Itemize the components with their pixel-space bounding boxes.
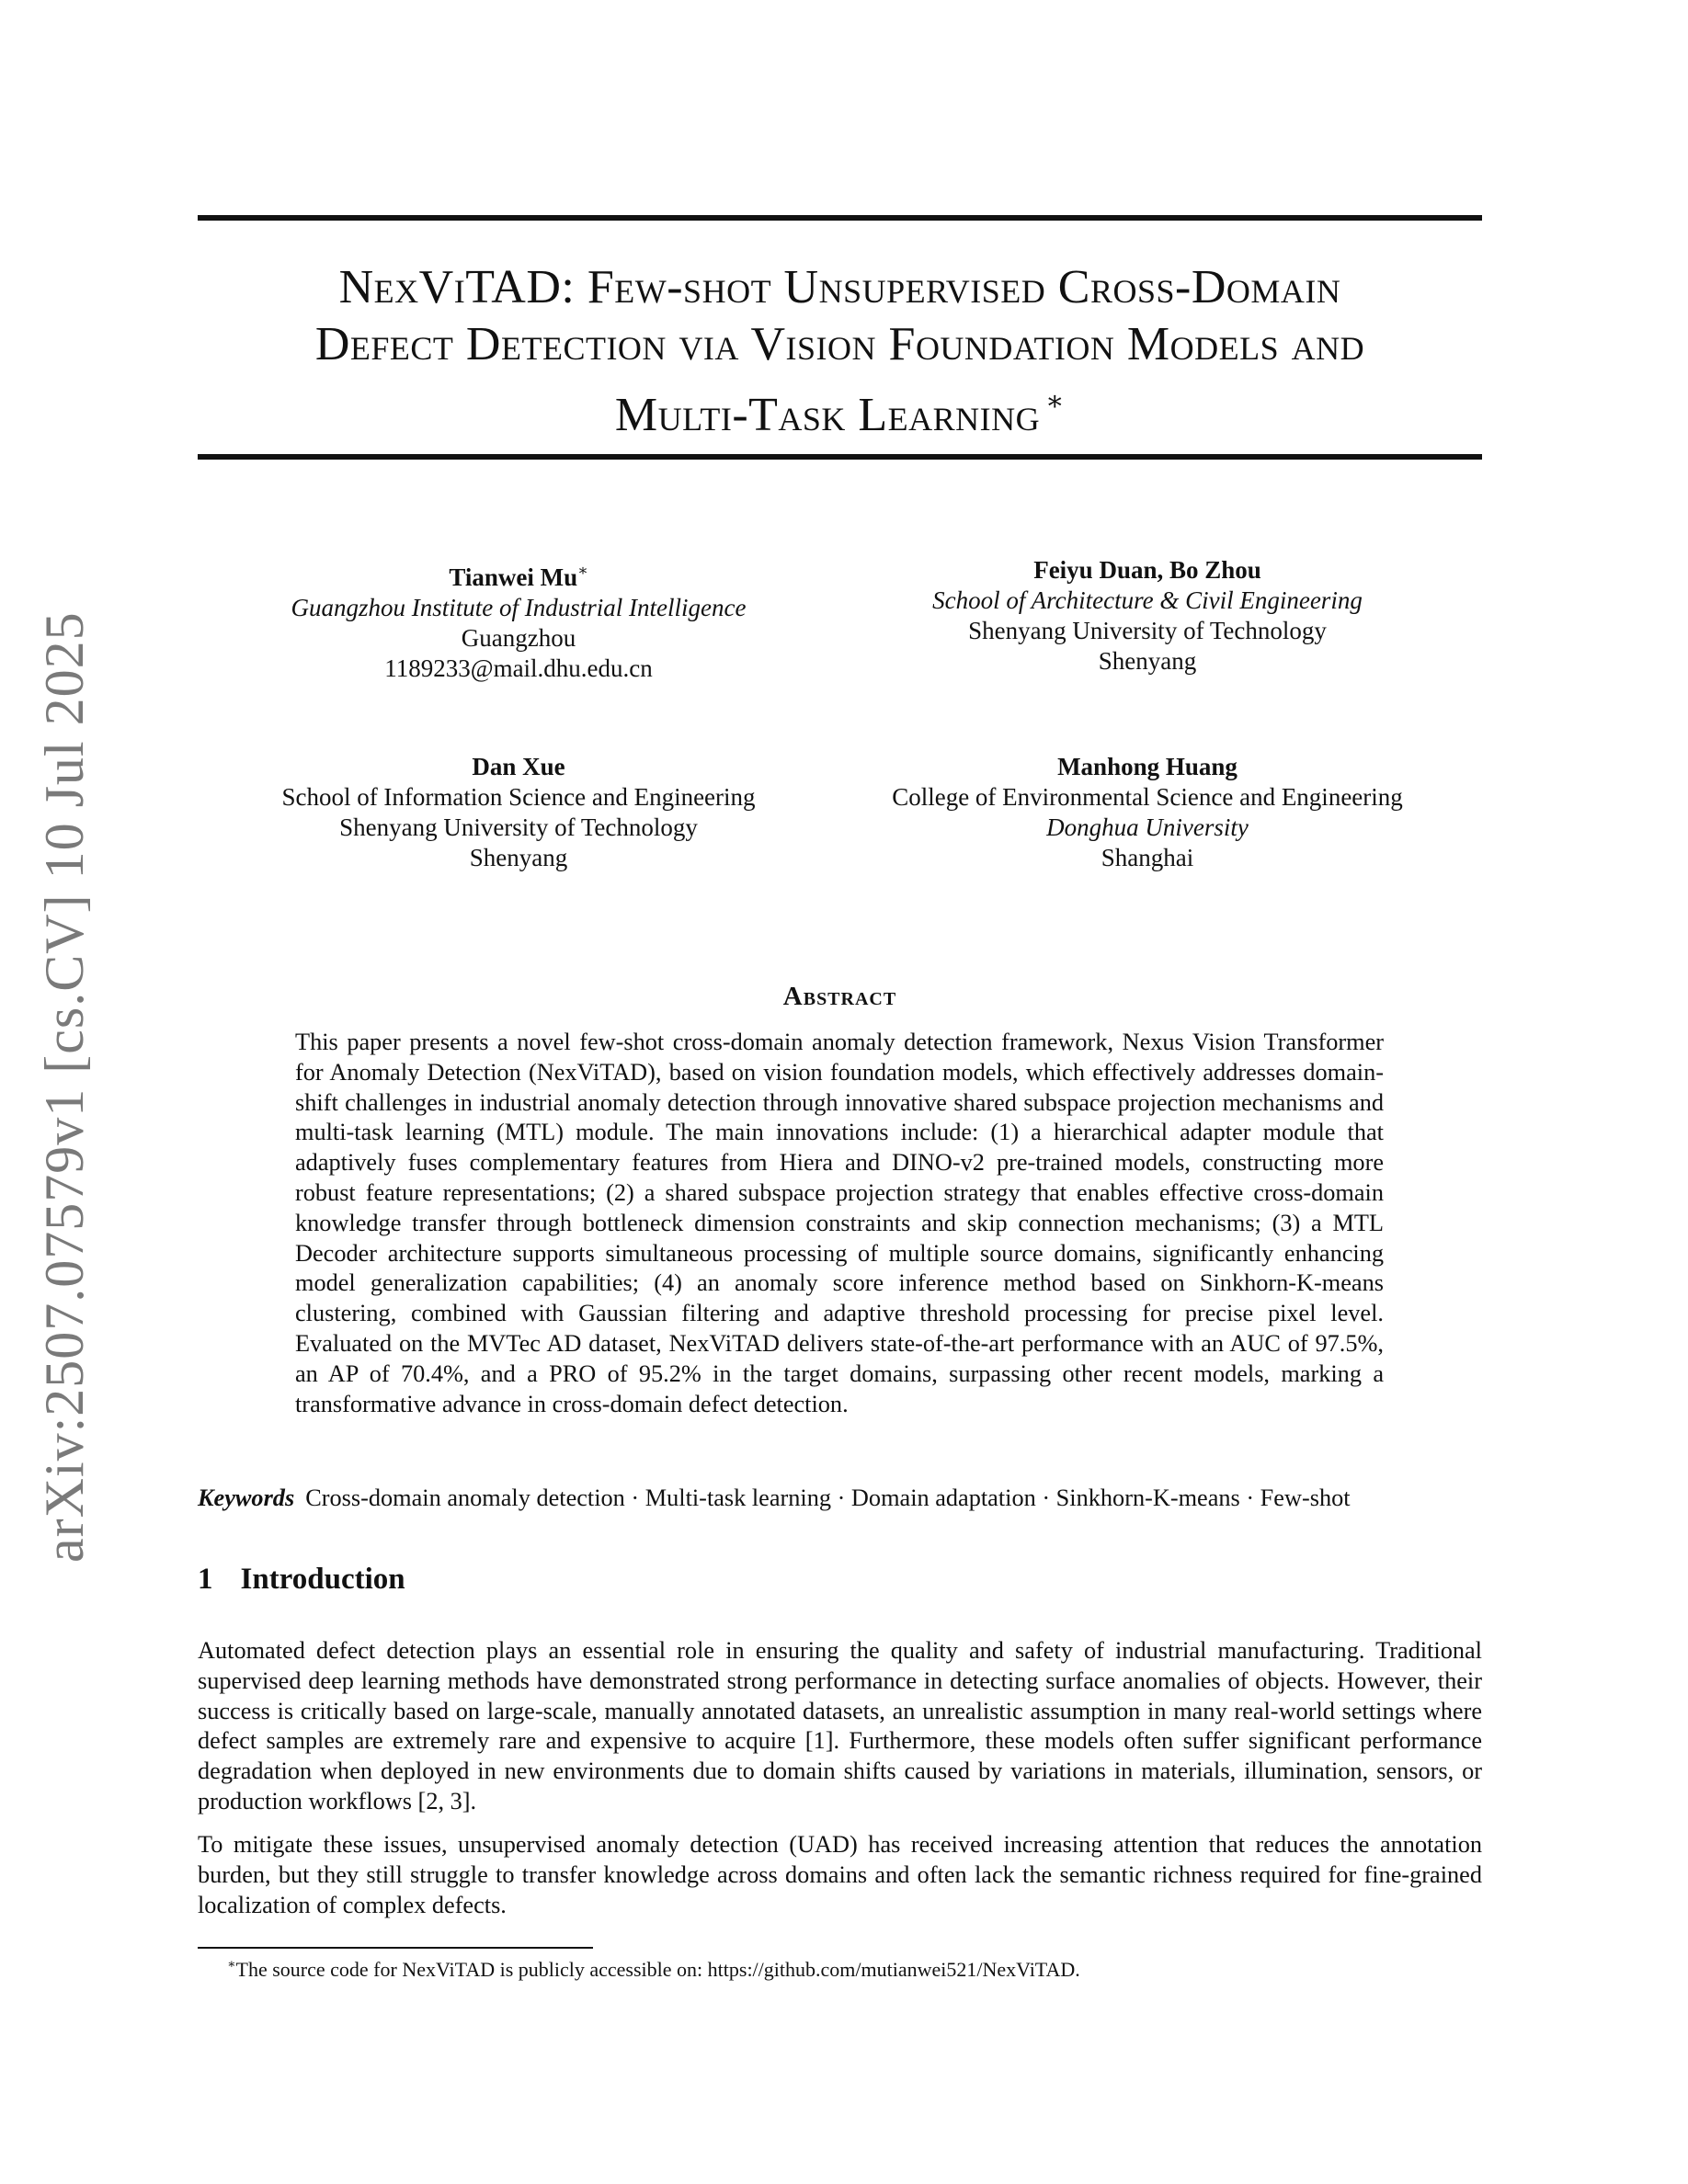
footnote-rule [198,1947,593,1949]
footnote-text: The source code for NexViTAD is publicly accessible on: https://github.com/mutianwei521/NexViTAD. [235,1958,1080,1981]
author-institution: Donghua University [1046,813,1249,841]
author-institution: Shenyang University of Technology [339,813,698,841]
footnote [227,1952,1477,1983]
author-city: Shenyang [469,844,568,871]
author-city: Shanghai [1101,844,1194,871]
title-footnote-mark: ∗ [1045,386,1066,416]
author-block-2 [798,555,1497,677]
title-rule-bottom [198,454,1482,460]
author-affiliation: School of Architecture & Civil Engineering [932,586,1363,614]
author-footnote-mark: ∗ [577,562,588,579]
author-affiliation: School of Information Science and Engineering [281,783,756,811]
author-name: Manhong Huang [1057,753,1237,780]
author-affiliation: Guangzhou Institute of Industrial Intelligence [291,594,747,621]
author-institution: Shenyang University of Technology [968,617,1327,644]
author-email[interactable]: 1189233@mail.dhu.edu.cn [384,654,653,682]
title-rule-top [198,215,1482,221]
author-city: Guangzhou [461,624,576,652]
body-paragraph: Automated defect detection plays an essential role in ensuring the quality and safety of industrial manufacturing. Traditional supervised deep learning methods have demonstrated strong performance in detecting surface anomalies of objects. However, their success is critically based on large-scale, manually annotated datasets, an unrealistic assumption in many real-world settings where defect samples are extremely rare and expensive to acquire [1]. Furthermore, these models often suffer significant performance degradation when deployed in new environments due to domain shifts caused by variations in materials, illumination, sensors, or production workflows [2, 3]. [198,1637,1482,1814]
author-affiliation: College of Environmental Science and Engineering [892,783,1403,811]
keywords-list: Cross-domain anomaly detection · Multi-task learning · Domain adaptation · Sinkhorn-K-means · Few-shot [305,1484,1351,1511]
author-city: Shenyang [1098,647,1197,675]
abstract-text: This paper presents a novel few-shot cross-domain anomaly detection framework, Nexus Vision Transformer for Anomaly Detection (NexViTAD), based on vision foundation models, which effectively addresses domain-shift challenges in industrial anomaly detection through innovative shared subspace projection mechanisms and multi-task learning (MTL) module. The main innovations include: (1) a hierarchical adapter module that adaptively fuses complementary features from Hiera and DINO-v2 pre-trained models, constructing more robust feature representations; (2) a shared subspace projection strategy that enables effective cross-domain knowledge transfer through bottleneck dimension constraints and skip connection mechanisms; (3) a MTL Decoder architecture supports simultaneous processing of multiple source domains, significantly enhancing model generalization capabilities; (4) an anomaly score inference method based on Sinkhorn-K-means clustering, combined with Gaussian filtering and adaptive threshold processing for precise pixel level. Evaluated on the MVTec AD dataset, NexViTAD delivers state-of-the-art performance with an AUC of 97.5%, an AP of 70.4%, and a PRO of 95.2% in the target domains, surpassing other recent models, marking a transformative advance in cross-domain defect detection. [295,1029,1384,1417]
section-title: Introduction [240,1563,405,1596]
abstract-heading: Abstract [782,982,897,1011]
title-line-1: NexViTAD: Few-shot Unsupervised Cross-Domain [338,261,1341,313]
author-block-1 [169,555,868,684]
footnote-mark: ∗ [227,1958,236,1972]
author-name: Dan Xue [472,753,565,780]
keywords-label: Keywords [198,1484,295,1511]
author-block-4 [798,752,1497,873]
keywords-line [198,1483,1482,1513]
arxiv-stamp: arXiv:2507.07579v1 [cs.CV] 10 Jul 2025 [34,611,95,1563]
section-heading [198,1563,405,1597]
section-number: 1 [198,1563,213,1596]
body-paragraph: To mitigate these issues, unsupervised anomaly detection (UAD) has received increasing attention that reduces the annotation burden, but they still struggle to transfer knowledge across domains and often lack the semantic richness required for fine-grained localization of complex defects. [198,1831,1482,1918]
title-line-3: Multi-Task Learning [614,389,1041,441]
title-line-2: Defect Detection via Vision Foundation Models and [314,318,1365,370]
author-name: Tianwei Mu [449,563,578,591]
author-block-3 [169,752,868,873]
author-name: Feiyu Duan, Bo Zhou [1033,556,1261,584]
paper-title [198,259,1482,444]
